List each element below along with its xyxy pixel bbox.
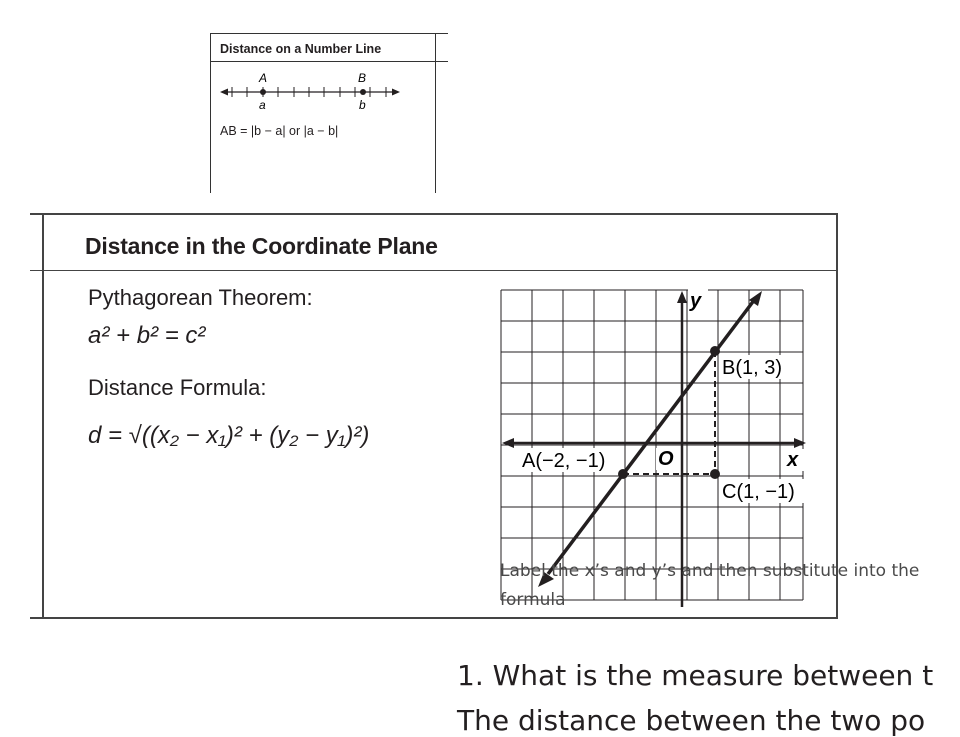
box-header-divider: [30, 270, 838, 271]
pythagorean-label: Pythagorean Theorem:: [88, 285, 313, 310]
distance-formula-label: Distance Formula:: [88, 375, 267, 400]
number-line-box: [210, 33, 448, 193]
y-axis-label: y: [690, 290, 702, 312]
point-b-label: B(1, 3): [722, 357, 783, 379]
x-axis-arrow-icon: [794, 438, 806, 448]
coordinate-plane-title: Distance in the Coordinate Plane: [85, 233, 438, 259]
question-1: 1. What is the measure between t: [457, 659, 934, 692]
box-border-bottom: [30, 617, 838, 619]
x-axis-label: x: [787, 449, 799, 471]
point-a-label: A(−2, −1): [522, 450, 606, 472]
point-c-dot: [710, 469, 720, 479]
distance-formula: d = √((x₂ − x₁)² + (y₂ − y₁)²): [88, 422, 370, 449]
hypotenuse-line: [548, 299, 755, 574]
grid-lines: [501, 290, 803, 600]
point-a-dot: [618, 469, 628, 479]
point-a-dot: [260, 89, 266, 95]
point-a-upper-label: A: [259, 71, 268, 85]
right-arrow-icon: [392, 89, 400, 96]
origin-label: O: [658, 448, 674, 470]
number-line-formula: AB = |b − a| or |a − b|: [220, 124, 339, 138]
box-border-left: [42, 213, 44, 619]
left-arrow-icon: [220, 89, 228, 96]
number-line-diagram: [210, 67, 435, 117]
box-border-top: [210, 33, 448, 34]
box-header-divider: [210, 61, 448, 62]
box-border-right: [435, 33, 436, 193]
question-2: The distance between the two po: [457, 704, 926, 737]
point-b-lower-label: b: [359, 98, 366, 112]
point-b-upper-label: B: [358, 71, 367, 85]
number-line-title: Distance on a Number Line: [220, 42, 382, 56]
box-border-top: [30, 213, 838, 215]
point-c-label: C(1, −1): [722, 481, 795, 503]
x-axis-left-arrow-icon: [502, 438, 514, 448]
instruction-note: Label the x’s and y’s and then substitute into the formula: [500, 561, 920, 610]
pythagorean-formula: a² + b² = c²: [88, 322, 206, 349]
y-axis-arrow-icon: [677, 291, 687, 303]
point-b-dot: [710, 346, 720, 356]
point-a-lower-label: a: [259, 98, 266, 112]
point-b-dot: [360, 89, 366, 95]
